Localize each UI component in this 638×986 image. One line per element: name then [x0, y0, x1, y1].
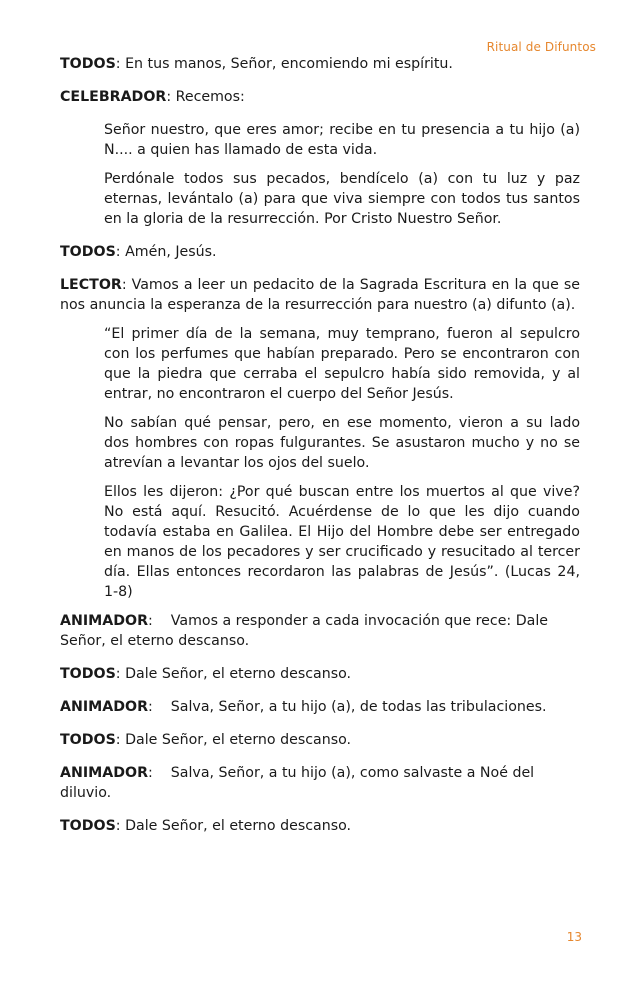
line-text: : Dale Señor, el eterno descanso. — [115, 818, 352, 834]
speaker-label: TODOS — [60, 56, 116, 72]
line-text: : — [148, 613, 153, 629]
line-text: : En tus manos, Señor, encomiendo mi espíritu. — [115, 56, 453, 72]
dialogue-line — [60, 664, 580, 684]
dialogue-line — [60, 54, 580, 74]
speaker-label: ANIMADOR — [60, 613, 148, 629]
speaker-label: ANIMADOR — [60, 765, 148, 781]
line-text: Salva, Señor, a tu hijo (a), de todas las tribulaciones. — [170, 699, 547, 715]
line-text: Vamos a responder a cada invocación que rece: Dale Señor, el eterno descanso. — [60, 613, 549, 649]
prayer-paragraph: Señor nuestro, que eres amor; recibe en tu presencia a tu hijo (a) N.... a quien has llamado de esta vida. — [104, 122, 580, 158]
speaker-label: TODOS — [60, 666, 116, 682]
dialogue-line — [60, 730, 580, 750]
speaker-label: TODOS — [60, 818, 116, 834]
page-number: 13 — [566, 930, 582, 944]
dialogue-line — [60, 87, 580, 107]
line-text: : Dale Señor, el eterno descanso. — [115, 732, 352, 748]
speaker-label: ANIMADOR — [60, 699, 148, 715]
prayer-paragraph: Perdónale todos sus pecados, bendícelo (a) con tu luz y paz eternas, levántalo (a) para que viva siempre con todos tus santos en la gloria de la resurrección. Por Cristo Nuestro Señor. — [104, 171, 580, 227]
speaker-label: TODOS — [60, 244, 116, 260]
scripture-paragraph: Ellos les dijeron: ¿Por qué buscan entre los muertos al que vive? No está aquí. Resucitó. Acuérdense de lo que les dijo cuando todavía estaba en Galilea. El Hijo del Hombre debe ser entregado en manos de los pecadores y ser crucificado y resucitado al tercer día. Ellas entonces recordaron las palabras de Jesús”. (Lucas 24, 1-8) — [104, 484, 580, 600]
line-text: : Dale Señor, el eterno descanso. — [115, 666, 352, 682]
dialogue-line — [60, 242, 580, 262]
speaker-label: TODOS — [60, 732, 116, 748]
line-text: : — [148, 765, 153, 781]
scripture-paragraph: No sabían qué pensar, pero, en ese momento, vieron a su lado dos hombres con ropas fulgurantes. Se asustaron mucho y no se atrevían a levantar los ojos del suelo. — [104, 415, 580, 471]
line-text: : Vamos a leer un pedacito de la Sagrada Escritura en la que se nos anuncia la esperanza de la resurrección para nuestro (a) difunto (a). — [60, 277, 580, 313]
line-text: : Recemos: — [166, 89, 245, 105]
running-header: Ritual de Difuntos — [486, 40, 596, 54]
page-body — [60, 54, 580, 849]
line-text: : Amén, Jesús. — [115, 244, 217, 260]
dialogue-line — [60, 697, 580, 717]
speaker-label: LECTOR — [60, 277, 122, 293]
dialogue-line — [60, 275, 580, 315]
line-text: : — [148, 699, 153, 715]
speaker-label: CELEBRADOR — [60, 89, 167, 105]
dialogue-line — [60, 816, 580, 836]
dialogue-line — [60, 763, 580, 803]
scripture-paragraph: “El primer día de la semana, muy temprano, fueron al sepulcro con los perfumes que habían preparado. Pero se encontraron con que la piedra que cerraba el sepulcro había sido removida, y al entrar, no encontraron el cuerpo del Señor Jesús. — [104, 326, 580, 402]
line-text: Salva, Señor, a tu hijo (a), como salvaste a Noé del diluvio. — [60, 765, 535, 801]
dialogue-line — [60, 611, 580, 651]
